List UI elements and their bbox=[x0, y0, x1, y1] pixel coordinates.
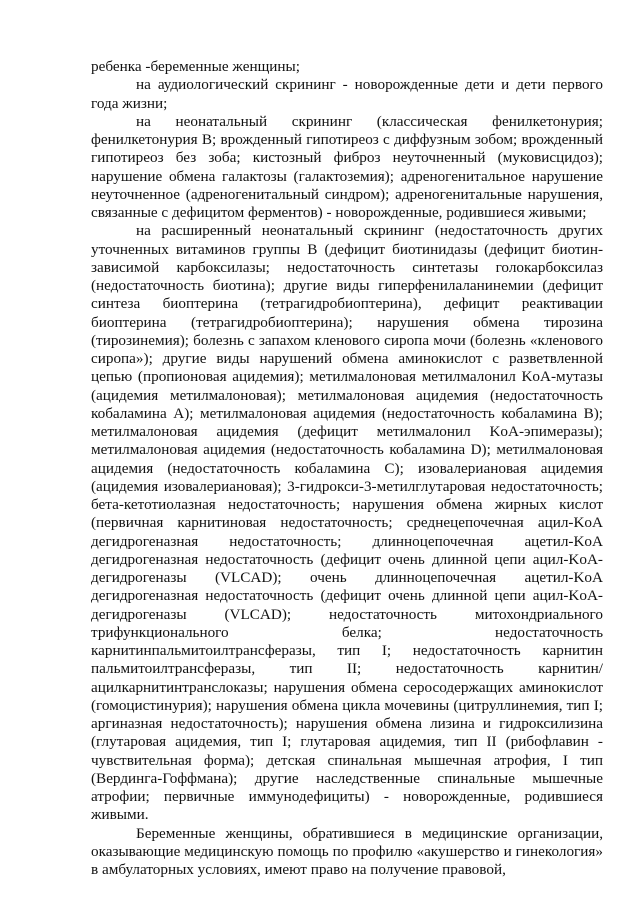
paragraph-audiology-screening: на аудиологический скрининг - новорожденные дети и дети первого года жизни; bbox=[91, 76, 603, 112]
paragraph-extended-neonatal-screening: на расширенный неонатальный скрининг (недостаточность других уточненных витаминов группы B (дефицит биотинидазы (дефицит биотин-зависимой карбоксилазы; недостаточность синтетазы голокарбоксилаз (недостаточность биотина); другие виды гиперфенилаланинемии (дефицит синтеза биоптерина (тетрагидробиоптерина), дефицит реактивации биоптерина (тетрагидробиоптерина); нарушения обмена тирозина (тирозинемия); болезнь с запахом кленового сиропа мочи (болезнь «кленового сиропа»); другие виды нарушений обмена аминокислот с разветвленной цепью (пропионовая ацидемия); метилмалоновая метилмалонил KoA-мутазы (ацидемия метилмалоновая); метилмалоновая ацидемия (недостаточность кобаламина A); метилмалоновая ацидемия (недостаточность кобаламина B); метилмалоновая ацидемия (дефицит метилмалонил KoA-эпимеразы); метилмалоновая ацидемия (недостаточность кобаламина D); метилмалоновая ацидемия (недостаточность кобаламина C); изовалериановая ацидемия (ацидемия изовалериановая); 3-гидрокси-3-метилглутаровая недостаточность; бета-кетотиолазная недостаточность; нарушения обмена жирных кислот (первичная карнитиновая недостаточность; среднецепочечная ацил-KoA дегидрогеназная недостаточность; длинноцепочечная ацетил-KoA дегидрогеназная недостаточность (дефицит очень длинной цепи ацил-KoA-дегидрогеназы (VLCAD); очень длинноцепочечная ацетил-KoA дегидрогеназная недостаточность (дефицит очень длинной цепи ацил-KoA-дегидрогеназы (VLCAD); недостаточность митохондриального трифункционального белка; недостаточность карнитинпальмитоилтрансферазы, тип I; недостаточность карнитин пальмитоилтрансферазы, тип II; недостаточность карнитин/ацилкарнитинтранслоказы; нарушения обмена серосодержащих аминокислот (гомоцистинурия); нарушения обмена цикла мочевины (цитруллинемия, тип I; аргиназная недостаточность); нарушения обмена лизина и гидроксилизина (глутаровая ацидемия, тип I; глутаровая ацидемия, тип II (рибофлавин - чувствительная форма); детская спинальная мышечная атрофия, I тип (Вердинга-Гоффмана); другие наследственные спинальные мышечные атрофии; первичные иммунодефициты) - новорожденные, родившиеся живыми. bbox=[91, 222, 603, 824]
paragraph-pregnant-women-rights: Беременные женщины, обратившиеся в медицинские организации, оказывающие медицинскую помощь по профилю «акушерство и гинекология» в амбулаторных условиях, имеют право на получение правовой, bbox=[91, 824, 603, 878]
paragraph-continuation: ребенка -беременные женщины; bbox=[91, 58, 300, 75]
document-body bbox=[91, 58, 603, 879]
paragraph-neonatal-screening: на неонатальный скрининг (классическая фенилкетонурия; фенилкетонурия B; врожденный гипотиреоз с диффузным зобом; врожденный гипотиреоз без зоба; кистозный фиброз неуточненный (муковисцидоз); нарушение обмена галактозы (галактоземия); адреногенитальное нарушение неуточненное (адреногенитальный синдром); адреногенитальные нарушения, связанные с дефицитом ферментов) - новорожденные, родившиеся живыми; bbox=[91, 112, 603, 221]
